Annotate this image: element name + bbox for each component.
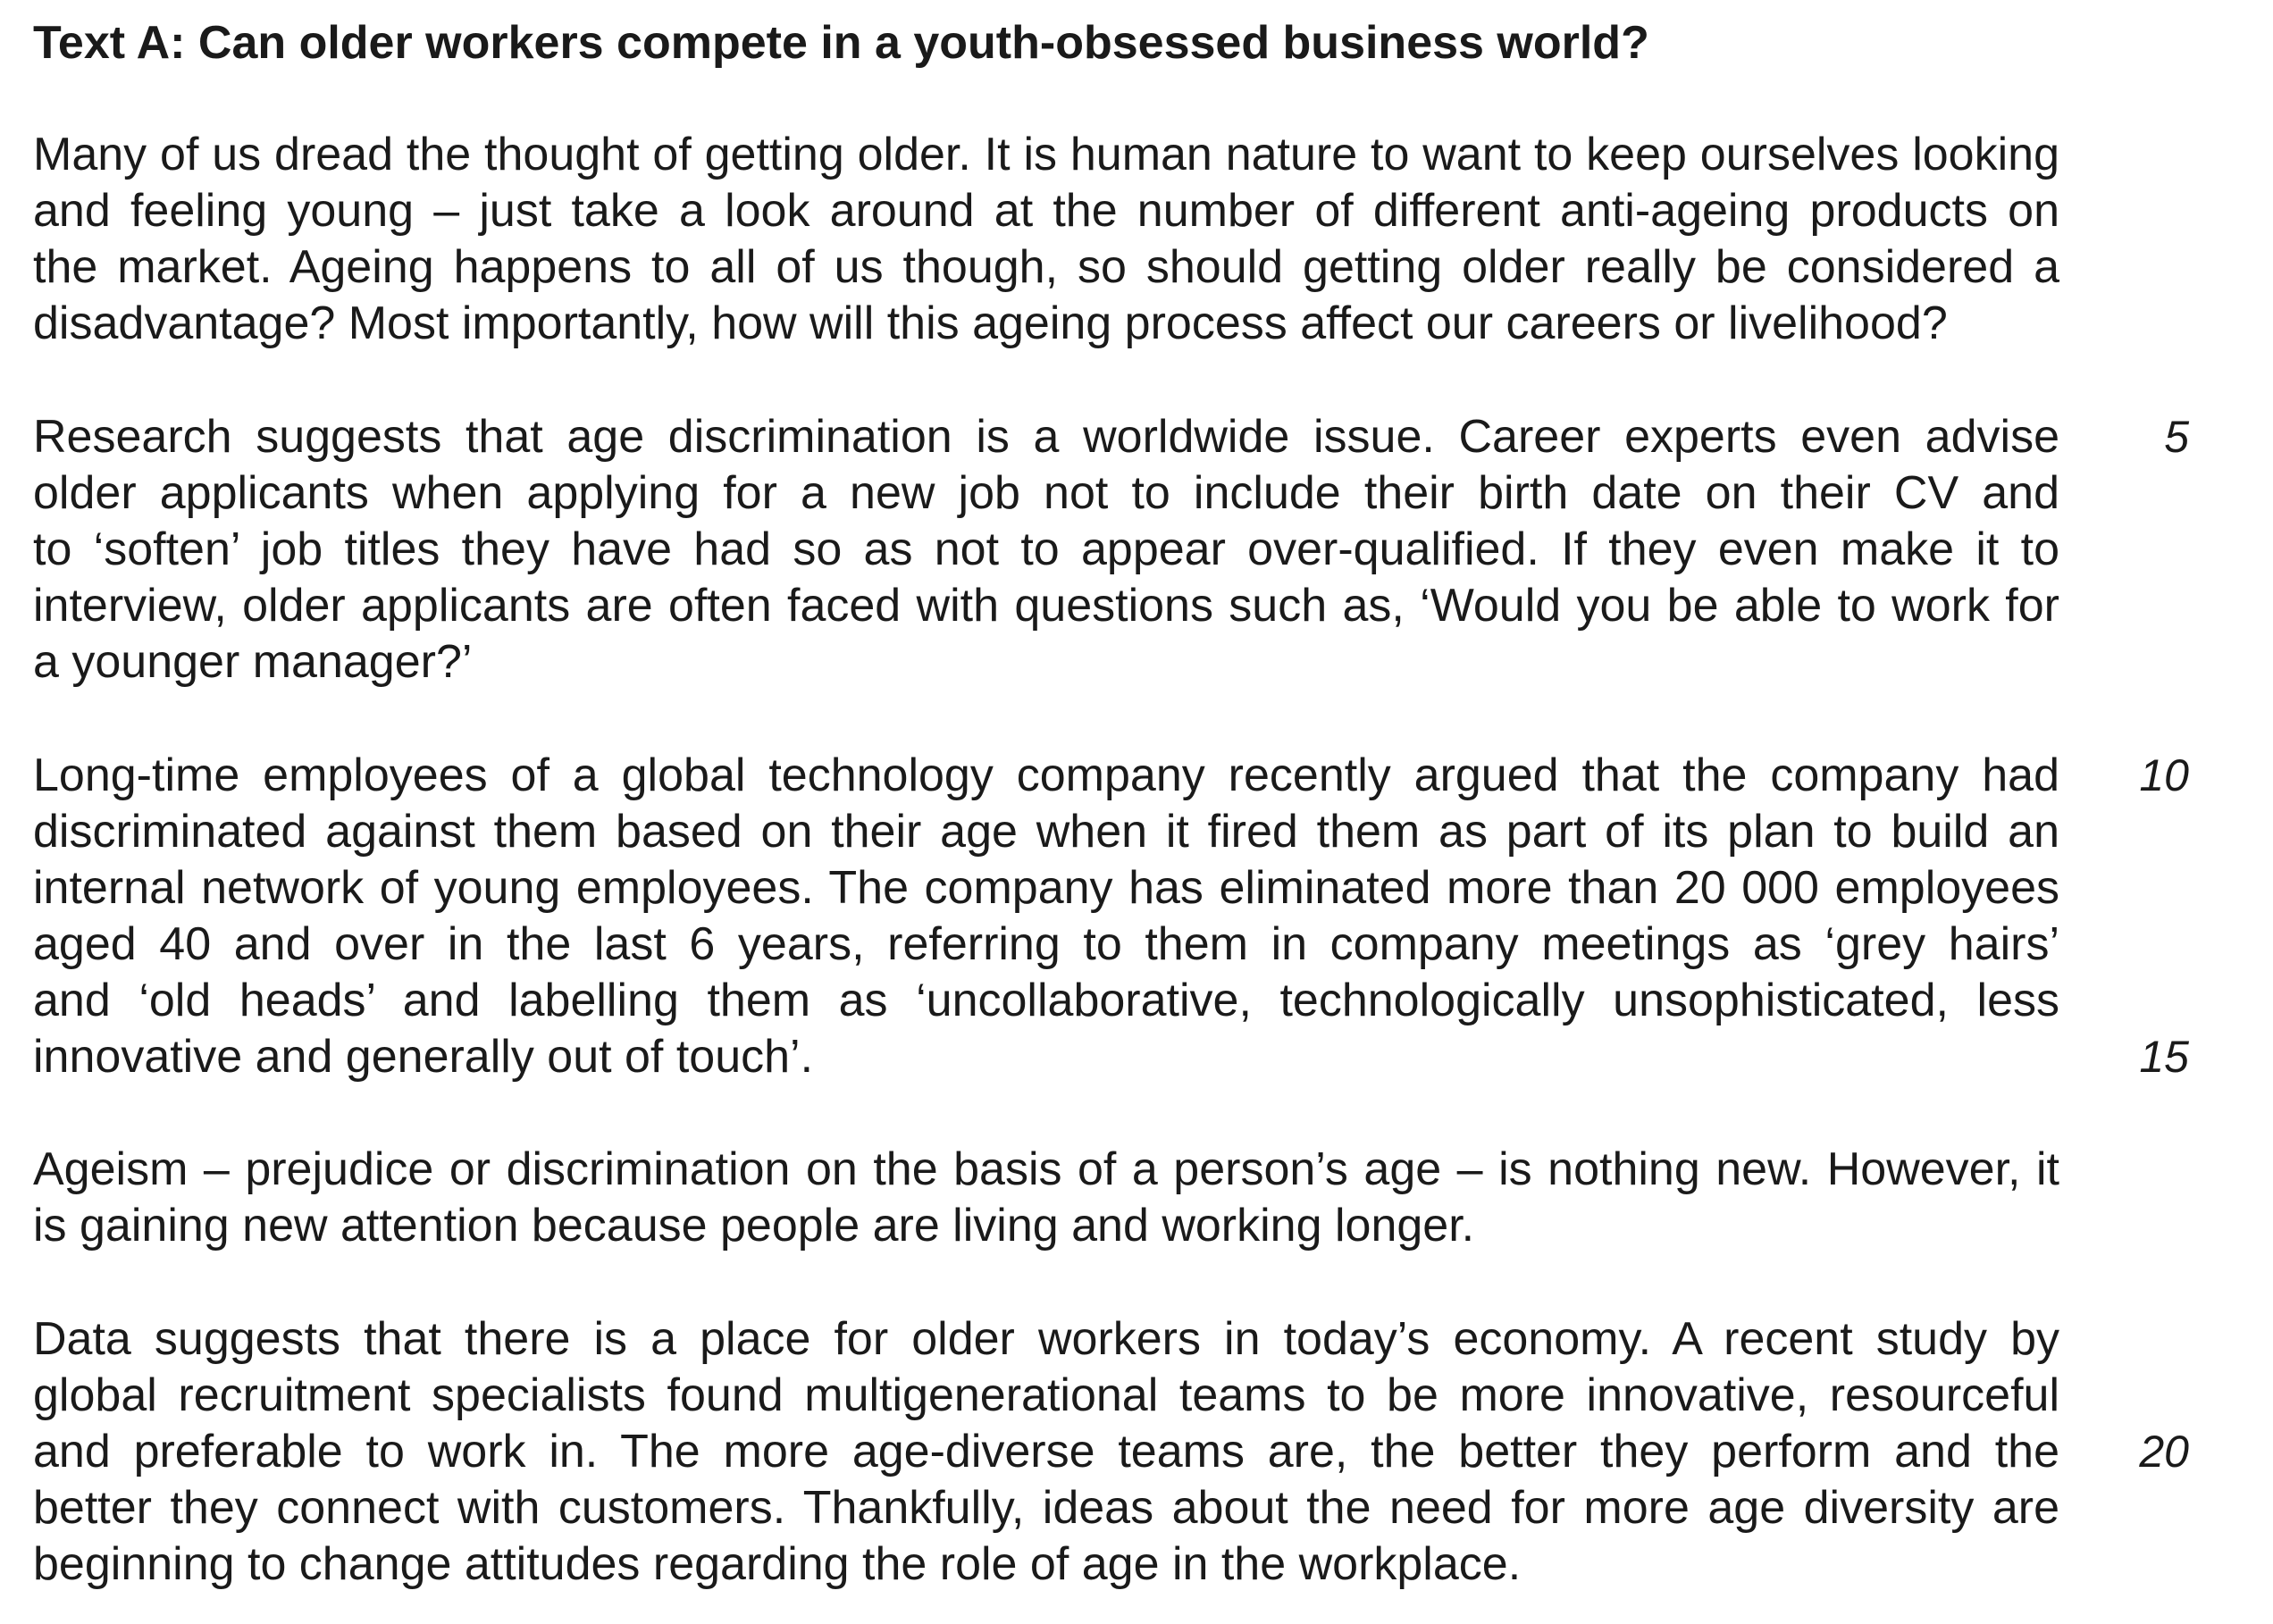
text-line: aged 40 and over in the last 6 years, referring to them in company meetings as ‘grey hairs’ xyxy=(33,918,2059,970)
text-line: and feeling young – just take a look around at the number of different anti-ageing products on xyxy=(33,185,2059,237)
text-line: the market. Ageing happens to all of us though, so should getting older really be considered a xyxy=(33,241,2059,293)
paragraph-4 xyxy=(33,1142,2059,1254)
line-number-15: 15 xyxy=(2139,1032,2189,1082)
text-line: a younger manager?’ xyxy=(33,636,473,688)
text-line: Data suggests that there is a place for older workers in today’s economy. A recent study by xyxy=(33,1313,2059,1365)
document-title: Text A: Can older workers compete in a youth-obsessed business world? xyxy=(33,17,1649,69)
text-line: Many of us dread the thought of getting older. It is human nature to want to keep ourselves looking xyxy=(33,129,2059,180)
paragraph-2 xyxy=(33,409,2059,691)
line-number-5: 5 xyxy=(2164,412,2189,462)
text-line: discriminated against them based on their age when it fired them as part of its plan to build an xyxy=(33,806,2059,858)
text-line: global recruitment specialists found multigenerational teams to be more innovative, resourceful xyxy=(33,1369,2059,1421)
text-line: internal network of young employees. The company has eliminated more than 20 000 employees xyxy=(33,862,2059,914)
text-line: Ageism – prejudice or discrimination on the basis of a person’s age – is nothing new. However, it xyxy=(33,1143,2059,1195)
text-line: to ‘soften’ job titles they have had so as not to appear over-qualified. If they even make it to xyxy=(33,523,2059,575)
text-line: innovative and generally out of touch’. xyxy=(33,1031,814,1083)
text-line: Long-time employees of a global technology company recently argued that the company had xyxy=(33,749,2059,801)
text-line: older applicants when applying for a new job not to include their birth date on their CV and xyxy=(33,467,2059,519)
line-number-10: 10 xyxy=(2139,750,2189,800)
paragraph-5 xyxy=(33,1311,2059,1593)
text-line: Research suggests that age discrimination is a worldwide issue. Career experts even advise xyxy=(33,411,2059,463)
text-line: disadvantage? Most importantly, how will this ageing process affect our careers or livelihood? xyxy=(33,297,1948,349)
text-line: interview, older applicants are often faced with questions such as, ‘Would you be able to work for xyxy=(33,580,2059,632)
text-line: and preferable to work in. The more age-diverse teams are, the better they perform and the xyxy=(33,1426,2059,1478)
text-line: is gaining new attention because people are living and working longer. xyxy=(33,1200,1475,1251)
text-line: beginning to change attitudes regarding the role of age in the workplace. xyxy=(33,1538,1522,1590)
paragraph-1 xyxy=(33,127,2059,352)
text-line: and ‘old heads’ and labelling them as ‘uncollaborative, technologically unsophisticated, less xyxy=(33,975,2059,1026)
text-line: better they connect with customers. Thankfully, ideas about the need for more age diversity are xyxy=(33,1482,2059,1534)
paragraph-3 xyxy=(33,748,2059,1085)
line-number-20: 20 xyxy=(2139,1427,2189,1477)
